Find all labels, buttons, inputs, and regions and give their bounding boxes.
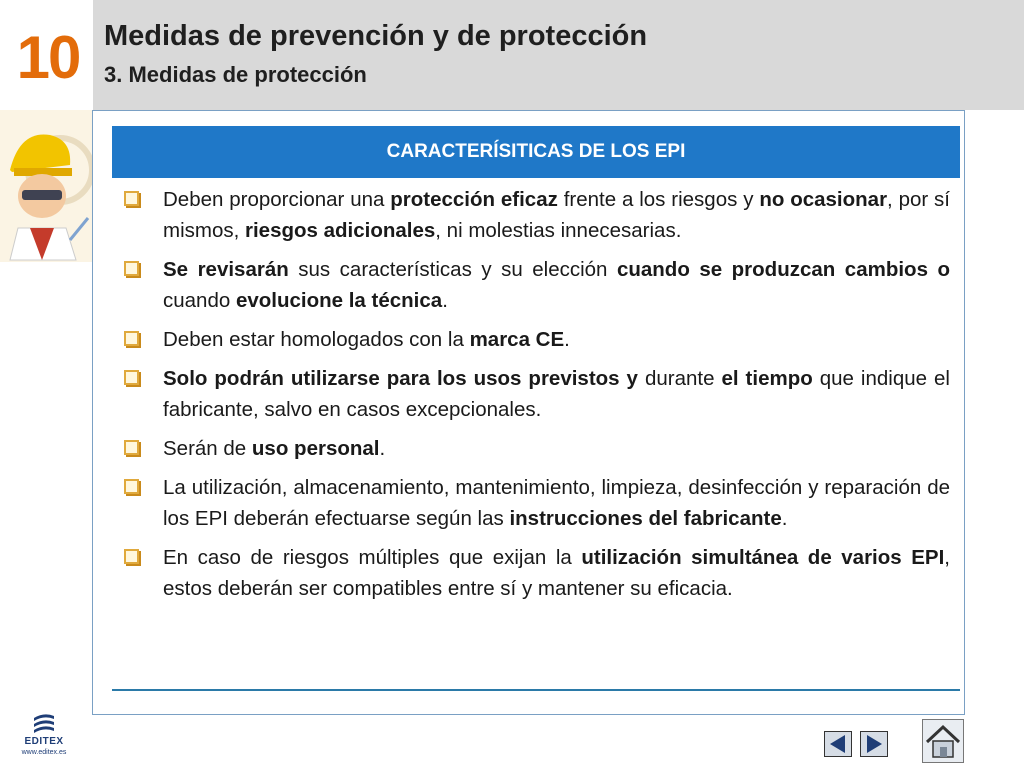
text-run: Serán de bbox=[163, 437, 252, 460]
bold-text-run: Solo podrán utilizarse para los usos previstos y bbox=[163, 367, 638, 390]
text-run: , estos deberán ser compatibles entre sí y mantener su eficacia. bbox=[163, 546, 950, 600]
epi-characteristics-list bbox=[122, 184, 950, 612]
bold-text-run: cuando se produzcan cambios o bbox=[616, 258, 950, 281]
list-item bbox=[122, 433, 950, 464]
text-run: sus características y su elección bbox=[288, 258, 617, 281]
text-run: Deben estar homologados con la bbox=[163, 328, 470, 351]
checkbox-bullet-icon bbox=[124, 440, 139, 455]
checkbox-bullet-icon bbox=[124, 331, 139, 346]
slide-subtitle: 3. Medidas de protección bbox=[104, 62, 367, 87]
previous-arrow-icon bbox=[824, 731, 852, 757]
bold-text-run: riesgos adicionales bbox=[245, 219, 436, 242]
bold-text-run: no ocasionar bbox=[759, 188, 888, 211]
editex-logo bbox=[14, 712, 74, 762]
checkbox-bullet-icon bbox=[124, 549, 139, 564]
list-item bbox=[122, 324, 950, 355]
home-icon bbox=[923, 720, 963, 762]
next-arrow-icon bbox=[860, 731, 888, 757]
text-run: En caso de riesgos múltiples que exijan la bbox=[163, 546, 582, 569]
text-run: . bbox=[564, 328, 570, 351]
text-run: cuando bbox=[163, 289, 236, 312]
bold-text-run: el tiempo bbox=[721, 367, 813, 390]
bold-text-run: protección eficaz bbox=[390, 188, 558, 211]
chapter-number: 10 bbox=[16, 24, 80, 91]
text-run: que indique el fabricante, salvo en casos excepcionales. bbox=[163, 367, 950, 421]
text-run: La utilización, almacenamiento, mantenimiento, limpieza, desinfección y reparación de los EPI deberán efectuarse según las bbox=[163, 476, 950, 530]
logo-url: www.editex.es bbox=[21, 749, 67, 756]
list-item bbox=[122, 254, 950, 316]
text-run: , ni molestias innecesarias. bbox=[435, 219, 682, 242]
list-item bbox=[122, 472, 950, 534]
checkbox-bullet-icon bbox=[124, 370, 139, 385]
text-run: . bbox=[781, 507, 788, 530]
checkbox-bullet-icon bbox=[124, 191, 139, 206]
list-item bbox=[122, 184, 950, 246]
text-run: , por sí mismos, bbox=[163, 188, 951, 242]
slide-title: Medidas de prevención y de protección bbox=[104, 20, 648, 52]
editex-logo-icon bbox=[32, 712, 56, 734]
bold-text-run: evolucione la técnica bbox=[235, 289, 443, 312]
panel-divider bbox=[112, 689, 960, 691]
worker-illustration-image bbox=[0, 110, 93, 262]
text-run: frente a los riesgos y bbox=[557, 188, 760, 211]
worker-illustration bbox=[0, 110, 93, 262]
slide-header bbox=[93, 0, 1024, 110]
checkbox-bullet-icon bbox=[124, 261, 139, 276]
text-run: . bbox=[379, 437, 386, 460]
text-run: . bbox=[442, 289, 448, 312]
bold-text-run: utilización simultánea de varios EPI bbox=[581, 546, 945, 569]
bold-text-run: Se revisarán bbox=[163, 258, 289, 281]
home-button[interactable] bbox=[922, 719, 964, 763]
logo-text: EDITEX bbox=[24, 736, 64, 747]
bold-text-run: uso personal bbox=[251, 437, 380, 460]
panel-heading: CARACTERÍSITICAS DE LOS EPI bbox=[112, 126, 960, 178]
list-item bbox=[122, 542, 950, 604]
text-run: Deben proporcionar una bbox=[163, 188, 391, 211]
text-run: durante bbox=[637, 367, 722, 390]
next-button[interactable] bbox=[860, 731, 888, 757]
bold-text-run: marca CE bbox=[469, 328, 565, 351]
bold-text-run: instrucciones del fabricante bbox=[509, 507, 782, 530]
checkbox-bullet-icon bbox=[124, 479, 139, 494]
previous-button[interactable] bbox=[824, 731, 852, 757]
list-item bbox=[122, 363, 950, 425]
